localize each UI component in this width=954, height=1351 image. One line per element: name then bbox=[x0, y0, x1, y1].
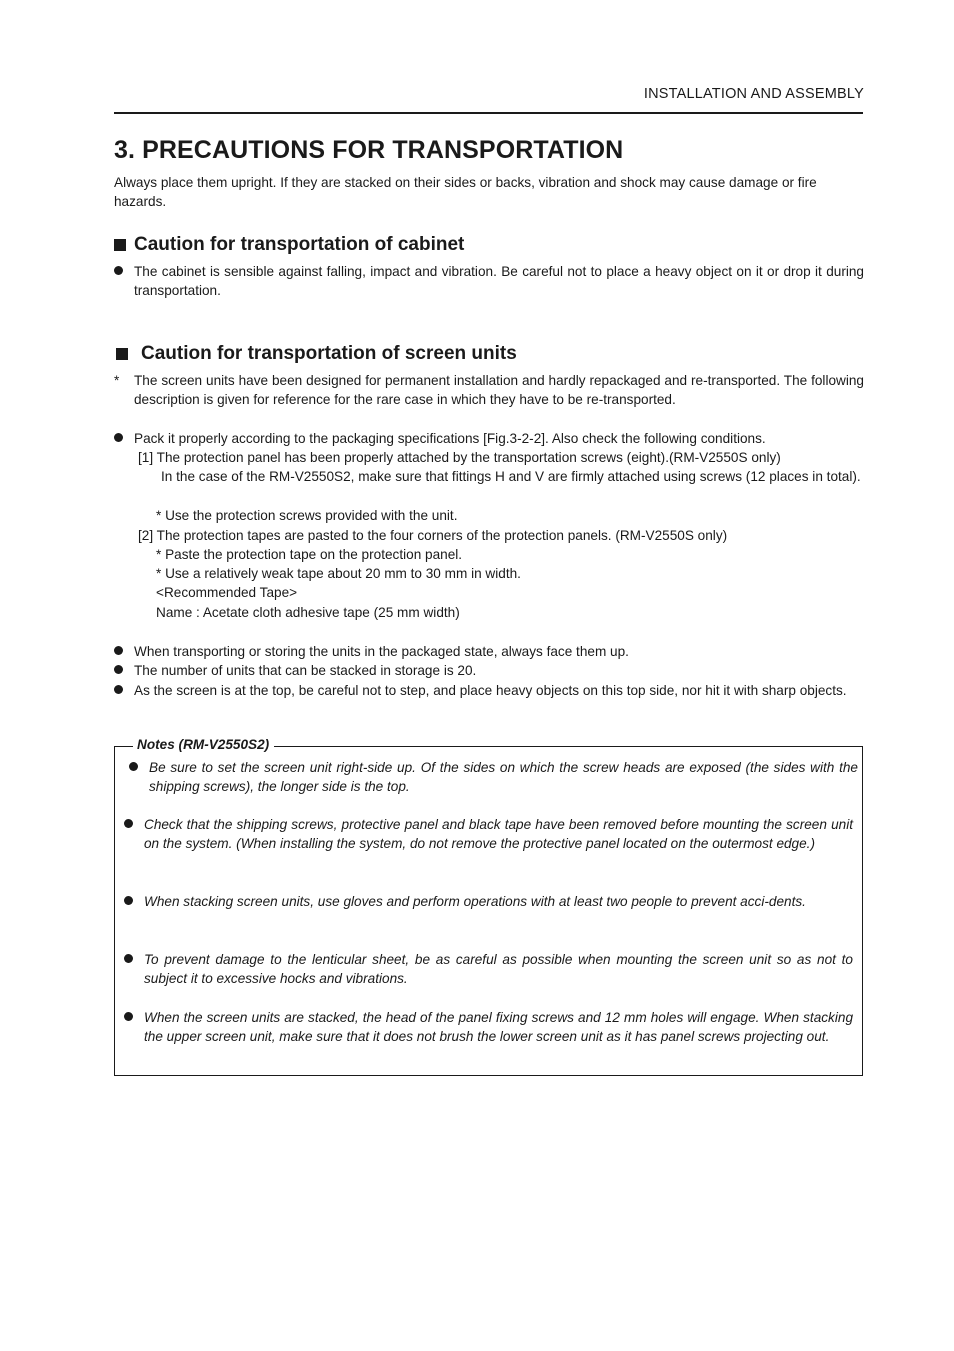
bullet-dot-icon bbox=[124, 819, 133, 828]
screen-heading bbox=[114, 343, 517, 365]
note-text: Check that the shipping screws, protective panel and black tape have been removed before mounting the screen unit on the system. (When installing the system, do not remove the protective panel located on the outermost edge.) bbox=[144, 817, 853, 852]
pack-bullet-text: Pack it properly according to the packaging specifications [Fig.3-2-2]. Also check the following conditions. bbox=[134, 431, 766, 446]
bullet-dot-icon bbox=[114, 646, 123, 655]
screen-asterisk-note bbox=[114, 371, 864, 410]
header-rule bbox=[114, 112, 863, 114]
tape-name: Name : Acetate cloth adhesive tape (25 mm width) bbox=[156, 605, 460, 620]
note-text: When the screen units are stacked, the head of the panel fixing screws and 12 mm holes will engage. When stacking the upper screen unit, make sure that it does not brush the lower screen unit as it has panel screws projecting out. bbox=[144, 1010, 853, 1045]
condition-2-line1: [2] The protection tapes are pasted to the four corners of the protection panels. (RM-V2550S only) bbox=[138, 528, 728, 543]
square-bullet-icon bbox=[114, 239, 126, 251]
bullet-dot-icon bbox=[124, 954, 133, 963]
cabinet-bullet-text: The cabinet is sensible against falling, impact and vibration. Be careful not to place a heavy object on it or drop it during transportation. bbox=[134, 264, 864, 299]
note-item bbox=[124, 1008, 853, 1047]
intro-paragraph: Always place them upright. If they are stacked on their sides or backs, vibration and shock may cause damage or fire hazards. bbox=[114, 175, 817, 210]
asterisk-mark: * bbox=[114, 373, 120, 388]
page-title: 3. PRECAUTIONS FOR TRANSPORTATION bbox=[114, 136, 624, 164]
running-header: INSTALLATION AND ASSEMBLY bbox=[643, 86, 864, 102]
bullet-dot-icon bbox=[124, 1012, 133, 1021]
condition-2-note2: * Use a relatively weak tape about 20 mm to 30 mm in width. bbox=[156, 566, 521, 581]
list-item bbox=[114, 642, 864, 661]
bullet-dot-icon bbox=[114, 433, 123, 442]
list-item-text: When transporting or storing the units in the packaged state, always face them up. bbox=[134, 644, 629, 659]
list-item-text: As the screen is at the top, be careful not to step, and place heavy objects on this top side, nor hit it with sharp objects. bbox=[134, 683, 847, 698]
note-item bbox=[124, 950, 853, 989]
cabinet-heading-text: Caution for transportation of cabinet bbox=[134, 234, 465, 255]
cabinet-bullet bbox=[114, 262, 864, 301]
recommended-tape-label: <Recommended Tape> bbox=[156, 585, 298, 600]
pack-bullet bbox=[114, 429, 864, 448]
note-text: Be sure to set the screen unit right-side up. Of the sides on which the screw heads are exposed (the sides with the shipping screws), the longer side is the top. bbox=[149, 760, 858, 795]
bullet-dot-icon bbox=[124, 896, 133, 905]
condition-1-line1: [1] The protection panel has been properly attached by the transportation screws (eight).(RM-V2550S only) bbox=[138, 450, 781, 465]
note-text: To prevent damage to the lenticular sheet, be as careful as possible when mounting the screen unit so as not to subject it to excessive hocks and vibrations. bbox=[144, 952, 853, 987]
bullet-dot-icon bbox=[114, 266, 123, 275]
bullet-dot-icon bbox=[114, 665, 123, 674]
note-item bbox=[124, 892, 853, 911]
notes-title: Notes (RM-V2550S2) bbox=[133, 737, 274, 752]
note-text: When stacking screen units, use gloves and perform operations with at least two people to prevent acci-dents. bbox=[144, 894, 806, 909]
list-item bbox=[114, 681, 864, 700]
square-bullet-icon bbox=[116, 348, 128, 360]
screen-heading-text: Caution for transportation of screen units bbox=[141, 343, 517, 364]
list-item bbox=[114, 661, 864, 680]
cabinet-heading bbox=[114, 234, 464, 256]
note-item bbox=[129, 758, 858, 797]
condition-1-line2: In the case of the RM-V2550S2, make sure that fittings H and V are firmly attached using screws (12 places in total). bbox=[161, 469, 861, 484]
condition-1-note: * Use the protection screws provided with the unit. bbox=[156, 508, 458, 523]
notes-box bbox=[114, 737, 863, 1076]
condition-2-note1: * Paste the protection tape on the protection panel. bbox=[156, 547, 463, 562]
bullet-dot-icon bbox=[114, 685, 123, 694]
note-item bbox=[124, 815, 853, 854]
screen-asterisk-text: The screen units have been designed for permanent installation and hardly repackaged and re-transported. The following description is given for reference for the rare case in which they have to be re-transported. bbox=[134, 373, 864, 408]
list-item-text: The number of units that can be stacked in storage is 20. bbox=[134, 663, 477, 678]
bullet-dot-icon bbox=[129, 762, 138, 771]
